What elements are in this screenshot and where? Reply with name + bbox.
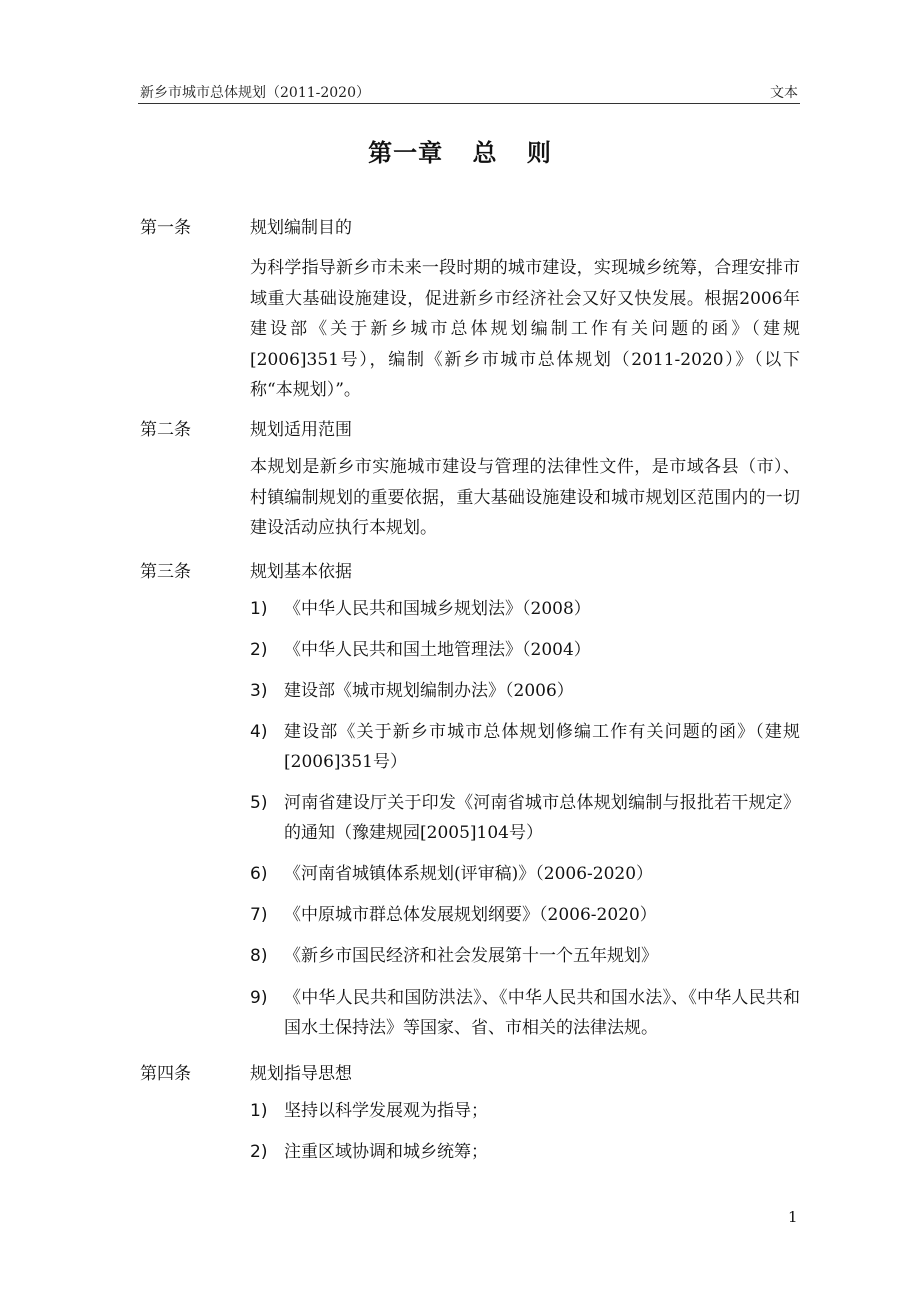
chapter-name-char-2: 则 [526,139,552,167]
header-divider [138,103,800,104]
list-item-text: 坚持以科学发展观为指导； [284,1101,488,1121]
list-item [250,859,800,889]
list-item-text: 《中华人民共和国土地管理法》（2004） [284,640,591,660]
article-1-paragraph: 为科学指导新乡市未来一段时期的城市建设，实现城乡统筹，合理安排市域重大基础设施建设，促进新乡市经济社会又好又快发展。根据2006年建设部《关于新乡城市总体规划编制工作有关问题的函》（建规[2006]351号），编制《新乡市城市总体规划（2011-2020）》（以下称“本规划）”。 [250,258,800,400]
article-3-label: 第三条 [140,562,191,582]
list-item-text: 建设部《城市规划编制办法》（2006） [284,681,574,701]
list-item-text: 注重区域协调和城乡统筹； [284,1142,488,1162]
list-item-number: 8) [250,946,268,966]
list-item [250,594,800,624]
chapter-name-char-1: 总 [472,139,498,167]
list-item-number: 2) [250,1142,268,1162]
chapter-title [0,133,920,168]
list-item-text: 《新乡市国民经济和社会发展第十一个五年规划》 [284,946,658,966]
article-1-label: 第一条 [140,218,191,238]
list-item [250,717,800,777]
article-2-title: 规划适用范围 [250,420,352,440]
list-item [250,676,800,706]
header-section-label: 文本 [770,85,798,101]
article-1-title: 规划编制目的 [250,218,352,238]
list-item-number: 4) [250,722,268,742]
list-item [250,983,800,1043]
list-item-text: 河南省建设厅关于印发《河南省城市总体规划编制与报批若干规定》的通知（豫建规园[2005]104号） [284,793,800,843]
page-header [138,80,800,102]
article-3-title: 规划基本依据 [250,562,352,582]
list-item-number: 1) [250,1101,268,1121]
list-item-text: 《中原城市群总体发展规划纲要》（2006-2020） [284,905,657,925]
list-item-number: 7) [250,905,268,925]
list-item-number: 5) [250,793,268,813]
article-4-label: 第四条 [140,1064,191,1084]
list-item [250,788,800,848]
page-number: 1 [788,1208,798,1226]
list-item-number: 3) [250,681,268,701]
article-2-paragraph: 本规划是新乡市实施城市建设与管理的法律性文件，是市域各县（市）、村镇编制规划的重要依据，重大基础设施建设和城市规划区范围内的一切建设活动应执行本规划。 [250,457,800,538]
list-item [250,941,800,971]
list-item-text: 《中华人民共和国防洪法》、《中华人民共和国水法》、《中华人民共和国水土保持法》等国家、省、市相关的法律法规。 [284,988,800,1038]
header-document-title: 新乡市城市总体规划（2011-2020） [140,85,370,101]
article-4-title: 规划指导思想 [250,1064,352,1084]
list-item-number: 2) [250,640,268,660]
list-item [250,1137,800,1167]
list-item [250,900,800,930]
list-item-number: 1) [250,599,268,619]
list-item-number: 9) [250,988,268,1008]
list-item [250,635,800,665]
article-2-label: 第二条 [140,420,191,440]
list-item-number: 6) [250,864,268,884]
chapter-number: 第一章 [368,139,444,167]
list-item-text: 《河南省城镇体系规划(评审稿)》（2006-2020） [284,864,654,884]
list-item-text: 建设部《关于新乡市城市总体规划修编工作有关问题的函》（建规[2006]351号） [284,722,800,772]
list-item [250,1096,800,1126]
list-item-text: 《中华人民共和国城乡规划法》（2008） [284,599,591,619]
